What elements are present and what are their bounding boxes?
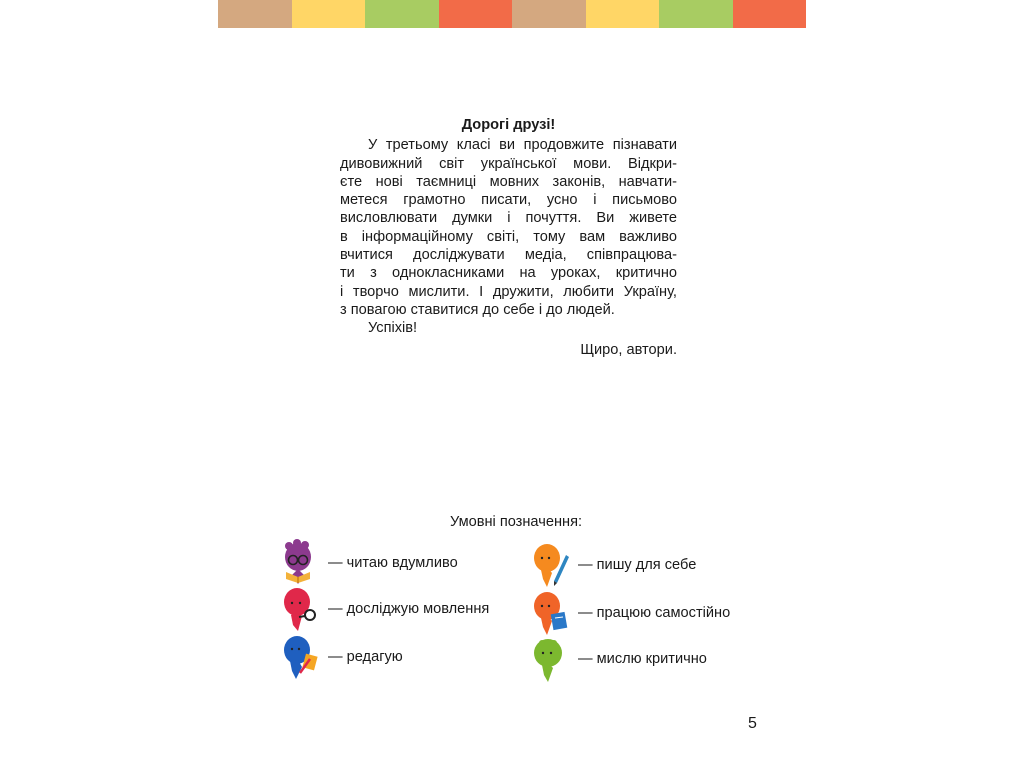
color-stripe [586, 0, 660, 28]
letter-line: в інформаційному світі, тому вам важливо [340, 228, 677, 245]
legend-label: — мислю критично [578, 651, 707, 667]
letter-line: вчитися досліджувати медіа, співпрацюва- [340, 247, 677, 264]
letter-line: і творчо мислити. І дружити, любити Україну, [340, 283, 677, 300]
color-stripe [365, 0, 439, 28]
letter-line: з повагою ставитися до себе і до людей. [340, 301, 615, 318]
legend-item-critical [530, 634, 707, 684]
legend-label: — пишу для себе [578, 557, 697, 573]
legend-item-writing [530, 540, 696, 590]
legend-label: — читаю вдумливо [328, 555, 458, 571]
letter-closing: Успіхів! [368, 320, 418, 337]
color-stripe [439, 0, 513, 28]
legend-item-reading [280, 538, 458, 588]
letter-line: єте нові таємниці мовних законів, навчати- [340, 173, 677, 190]
letter-signature: Щиро, автори. [580, 341, 677, 358]
color-stripe [512, 0, 586, 28]
editing-mascot-icon [280, 633, 320, 681]
legend-label: — досліджую мовлення [328, 601, 490, 617]
magnifier-mascot-icon [280, 585, 320, 633]
letter-title: Дорогі друзі! [461, 117, 556, 133]
pen-mascot-icon [530, 541, 570, 589]
letter-line: висловлювати думки і почуття. Ви живете [340, 210, 677, 227]
top-color-stripes [218, 0, 806, 28]
thinking-mascot-icon [530, 635, 570, 683]
letter-line: метеся грамотно писати, усно і письмово [340, 192, 677, 209]
color-stripe [659, 0, 733, 28]
book-mascot-icon [530, 589, 570, 637]
color-stripe [292, 0, 366, 28]
legend-label: — редагую [328, 649, 403, 665]
color-stripe [733, 0, 807, 28]
letter-line: У третьому класі ви продовжите пізнавати [368, 137, 677, 154]
legend-item-independent [530, 588, 730, 638]
legend-title: Умовні позначення: [449, 514, 583, 530]
legend-item-researching [280, 584, 489, 634]
page-number: 5 [748, 715, 757, 732]
letter-line: дивовижний світ української мови. Відкри- [340, 155, 677, 172]
letter-body [340, 136, 677, 319]
color-stripe [218, 0, 292, 28]
legend-item-editing [280, 632, 403, 682]
reading-mascot-icon [280, 539, 320, 587]
legend-label: — працюю самостійно [578, 605, 731, 621]
letter-line: ти з однокласниками на уроках, критично [340, 265, 677, 282]
authors-letter [340, 116, 677, 359]
